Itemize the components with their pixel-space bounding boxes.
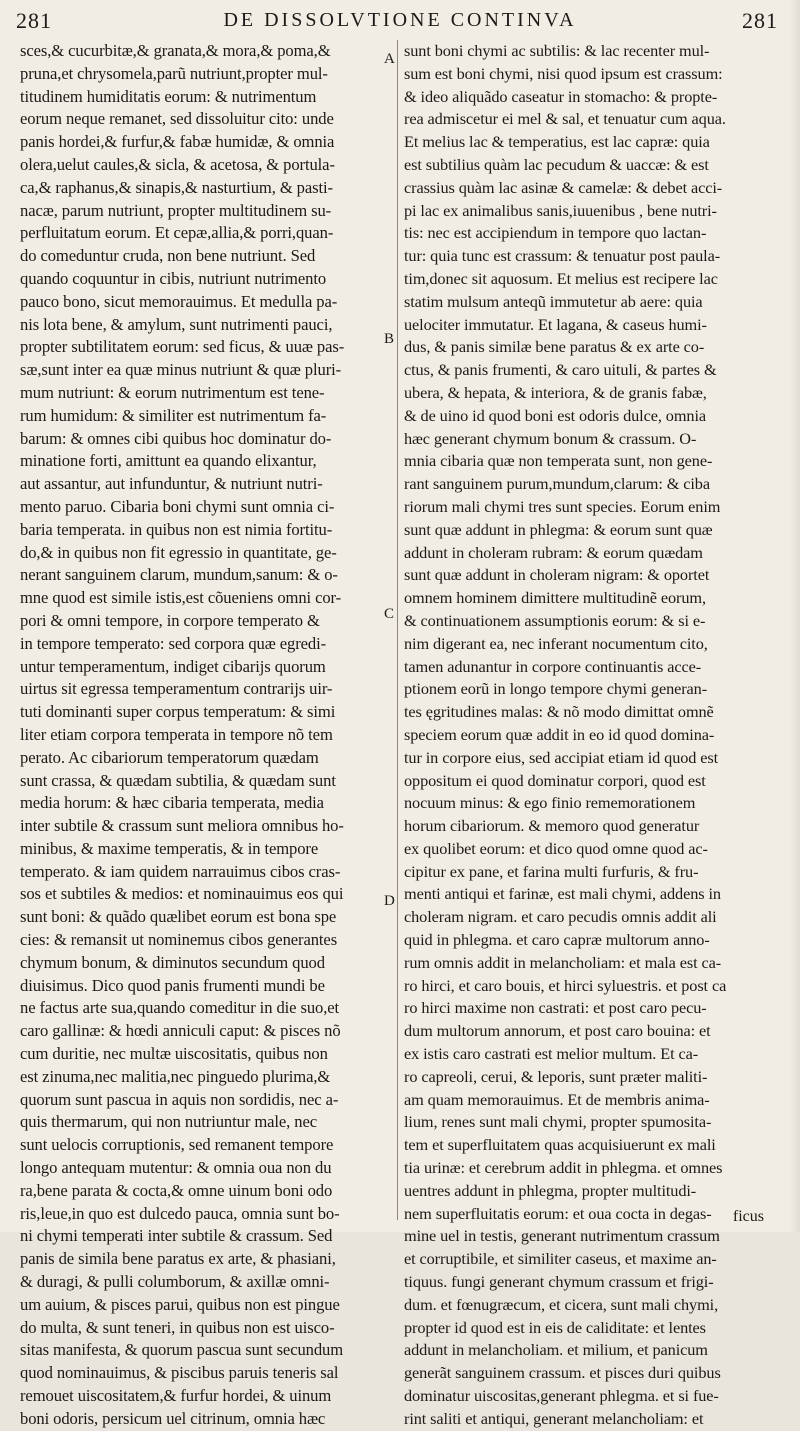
text-line: generãt sanguinem crassum. et pisces duri quibus (404, 1363, 721, 1383)
text-line: olera,uelut caules,& sicla, & acetosa, & portula- (20, 154, 335, 174)
text-line: ca,& raphanus,& sinapis,& nasturtium, & pasti- (20, 177, 333, 197)
text-line: nerant sanguinem clarum, mundum,sanum: & o- (20, 565, 338, 585)
text-line: statim mulsum anteqũ immutetur ab aere: quia (404, 291, 703, 311)
text-line: nim digerant ea, nec inferant nocumentum cito, (404, 633, 708, 653)
text-line: diuisimus. Dico quod panis frumenti mundi be (20, 975, 325, 995)
text-line: rum omnis addit in melancholiam: et mala est ca- (404, 952, 722, 972)
text-line: menti antiqui et farinæ, est mali chymi, addens in (404, 884, 721, 904)
margin-marker-d: D (384, 893, 395, 909)
text-line: tes ęgritudines malas: & nõ modo dimittat omnẽ (404, 702, 714, 722)
text-line: Et melius lac & temperatius, est lac capræ: quia (404, 132, 710, 152)
text-line: ro capreoli, cerui, & leporis, sunt præter maliti- (404, 1066, 708, 1086)
text-line: panis de simila bene paratus ex arte, & phasiani, (20, 1249, 336, 1269)
text-line: speciem eorum quæ addit in eo id quod domina- (404, 724, 715, 744)
text-line: addunt in choleram rubram: & eorum quædam (404, 542, 703, 562)
text-line: sunt crassa, & quædam subtilia, & quædam sunt (20, 770, 336, 790)
text-line: sunt boni chymi ac subtilis: & lac recenter mul- (404, 41, 710, 60)
text-line: ro hirci, et caro bouis, et hirci syluestris. et post ca (404, 975, 727, 995)
text-line: mum nutriunt: & eorum nutrimentum est tene- (20, 382, 325, 402)
text-line: ptionem eorũ in longo tempore chymi generan- (404, 679, 708, 699)
text-line: hæc generant chymum bonum & crassum. O- (404, 428, 697, 448)
catchword: ficus (732, 1208, 764, 1225)
running-title: DE DISSOLVTIONE CONTINVA (223, 9, 577, 31)
text-line: liter etiam corpora temperata in tempore nõ tem (20, 724, 333, 744)
text-line: cipitur ex pane, et farina multi furfuris, & fru- (404, 861, 699, 881)
text-line: mne quod est simile istis,est cõueniens omni cor- (20, 588, 342, 608)
text-line: perfluitatum eorum. Et cepæ,allia,& porri,quan- (20, 223, 334, 243)
text-line: riorum mali chymi tres sunt species. Eorum enim (404, 496, 721, 516)
text-line: tia urinæ: et cerebrum addit in phlegma. et omnes (404, 1158, 723, 1178)
text-line: & de uino id quod boni est odoris dulce, omnia (404, 405, 706, 425)
text-line: ni chymi temperati inter subtile & crassum. Sed (20, 1226, 333, 1246)
text-line: minatione forti, amittunt ea quando elixantur, (20, 451, 317, 471)
text-line: pruna,et chrysomela,parũ nutriunt,propter mul- (20, 63, 328, 83)
text-line: sum est boni chymi, nisi quod ipsum est crassum: (404, 63, 723, 83)
text-line: ctus, & panis frumenti, & caro uituli, & partes & (404, 360, 717, 380)
text-line: ex quolibet eorum: et dico quod omne quod ac- (404, 838, 708, 858)
text-line: do,& in quibus non fit egressio in quantitate, ge- (20, 542, 337, 562)
text-line: propter id quod est in eis de caliditate: et lentes (404, 1317, 706, 1337)
text-line: oppositum ei quod dominatur corpori, quod est (404, 770, 706, 790)
text-line: quando coquuntur in cibis, nutriunt nutrimento (20, 268, 327, 288)
text-line: uentres addunt in phlegma, propter multitudi- (404, 1180, 697, 1200)
text-line: sunt boni: & quãdo quælibet eorum est bona spe (20, 907, 337, 927)
margin-marker-b: B (384, 331, 395, 347)
text-line: boni odoris, persicum uel citrinum, omnia hæc (20, 1408, 326, 1428)
text-line: sunt quæ addunt in phlegma: & eorum sunt quæ (404, 519, 713, 539)
text-line: temperato. & iam quidem narrauimus cibos cras- (20, 861, 341, 881)
text-line: um auium, & pisces parui, quibus non est pingue (20, 1294, 340, 1314)
text-line: panis hordei,& furfur,& fabæ humidæ, & omnia (20, 132, 335, 152)
text-line: rea admiscetur ei mel & sal, et tenuatur cum aqua. (404, 109, 726, 129)
margin-marker-c: C (384, 606, 395, 622)
left-text-column (20, 40, 380, 1431)
text-line: quod nominauimus, & piscibus paruis teneris sal (20, 1363, 339, 1383)
text-line: minibus, & maxime temperatis, & in tempore (20, 838, 319, 858)
text-line: nem superfluitatis eorum: et oua cocta in degas- (404, 1203, 712, 1223)
text-line: nis lota bene, & amylum, sunt nutrimenti pauci, (20, 314, 333, 334)
text-line: remouet uiscositatem,& furfur hordei, & uinum (20, 1386, 332, 1406)
text-line: ex istis caro castrati est melior multum. Et ca- (404, 1044, 699, 1064)
text-line: uelociter immutatur. Et lagana, & caseus humi- (404, 314, 707, 334)
text-line: est subtilius quàm lac pecudum & uaccæ: & est (404, 154, 709, 174)
text-line: est zinuma,nec malitia,nec pinguedo plurima,& (20, 1066, 331, 1086)
text-line: mnia cibaria quæ non temperata sunt, non gene- (404, 451, 713, 471)
right-text-column (404, 40, 776, 1431)
column-divider (397, 40, 398, 1220)
text-line: dominatur uiscositas,generant phlegma. et si fue- (404, 1386, 719, 1406)
text-line: et corruptibile, et similiter caseus, et maxime an- (404, 1249, 717, 1269)
text-line: caro gallinæ: & hœdi anniculi caput: & pisces nõ (20, 1021, 341, 1041)
text-line: cies: & remansit ut nominemus cibos generantes (20, 930, 338, 950)
text-line: am quam memorauimus. Et de membris anima- (404, 1089, 710, 1109)
text-line: nacæ, parum nutriunt, propter multitudinem su- (20, 200, 332, 220)
text-line: sos et subtiles & medios: et nominauimus eos qui (20, 884, 344, 904)
text-line: aut assantur, aut infunduntur, & nutriunt nutri- (20, 474, 323, 494)
text-line: tim,donec sit aquosum. Et melius est recipere lac (404, 268, 718, 288)
text-line: pauco bono, sicut memorauimus. Et medulla pa- (20, 291, 338, 311)
text-line: ne factus arte sua,quando comeditur in die suo,et (20, 998, 340, 1018)
text-line: barum: & omnes cibi quibus hoc dominatur do- (20, 428, 332, 448)
text-line: crassius quàm lac asinæ & camelæ: & debet acci- (404, 177, 723, 197)
text-line: tur: quia tunc est crassum: & tenuatur post paula- (404, 246, 721, 266)
text-line: in tempore temperato: sed corpora quæ egredi- (20, 633, 327, 653)
text-line: quid in phlegma. et caro capræ multorum anno- (404, 930, 710, 950)
text-line: ro hirci maxime non castrati: et post caro pecu- (404, 998, 707, 1018)
text-line: perato. Ac cibariorum temperatorum quædam (20, 747, 319, 767)
text-line: ubera, & hepata, & interiora, & de granis fabæ, (404, 382, 707, 402)
text-line: ra,bene parata & cocta,& omne uinum boni odo (20, 1180, 333, 1200)
text-line: rint saliti et antiqui, generant melancholiam: et (404, 1408, 704, 1428)
text-line: do comeduntur cruda, non bene nutriunt. Sed (20, 246, 316, 266)
text-line: mento paruo. Cibaria boni chymi sunt omnia ci- (20, 496, 335, 516)
text-line: tur in corpore eius, sed accipiat etiam id quod est (404, 747, 719, 767)
text-line: propter subtilitatem eorum: sed ficus, & uuæ pas- (20, 337, 345, 357)
text-line: omnem hominem dimittere multitudinẽ eorum, (404, 588, 706, 608)
text-line: horum cibariorum. & memoro quod generatur (404, 816, 700, 836)
text-line: sunt quæ addunt in choleram nigram: & oportet (404, 565, 710, 585)
text-line: quorum sunt pascua in aquis non sordidis, nec a- (20, 1089, 339, 1109)
text-line: untur temperamentum, indiget cibarijs quorum (20, 656, 326, 676)
text-line: uirtus sit egressa temperamentum contrarijs uir- (20, 679, 333, 699)
text-line: tamen adunantur in corpore continuantis acce- (404, 656, 702, 676)
text-line: & continuationem assumptionis eorum: & si e- (404, 610, 706, 630)
page-number-left: 281 (16, 8, 52, 33)
text-line: pori & omni tempore, in corpore temperato & (20, 610, 320, 630)
margin-marker-a: A (384, 51, 395, 67)
text-line: tis: nec est accipiendum in tempore quo lactan- (404, 223, 707, 243)
page-number-right: 281 (742, 8, 778, 33)
text-line: choleram nigram. et caro pecudis omnis addit ali (404, 907, 717, 927)
text-line: sæ,sunt inter ea quæ minus nutriunt & quæ pluri- (20, 360, 342, 380)
text-line: nocuum minus: & ego finio rememorationem (404, 793, 696, 813)
text-line: dus, & panis similæ bene paratus & ex arte co- (404, 337, 705, 357)
text-line: chymum bonum, & diminutos secundum quod (20, 952, 325, 972)
text-line: baria temperata. in quibus non est nimia fortitu- (20, 519, 333, 539)
page-edge-shadow (790, 0, 800, 1232)
text-line: longo antequam mutentur: & omnia oua non du (20, 1158, 332, 1178)
text-line: rum humidum: & similiter est nutrimentum fa- (20, 405, 327, 425)
text-line: quis thermarum, qui non nutriuntur male, nec (20, 1112, 317, 1132)
text-line: dum. et fœnugræcum, et cicera, sunt mali chymi, (404, 1294, 719, 1314)
page-header (0, 0, 800, 40)
text-line: titudinem humiditatis eorum: & nutrimentum (20, 86, 317, 106)
text-line: ris,leue,in quo est dulcedo pauca, omnia sunt bo- (20, 1203, 340, 1223)
text-line: sunt uelocis corruptionis, sed remanent tempore (20, 1135, 334, 1155)
text-line: media horum: & hæc cibaria temperata, media (20, 793, 324, 813)
text-line: tiquus. fungi generant chymum crassum et frigi- (404, 1272, 714, 1292)
text-line: inter subtile & crassum sunt meliora omnibus ho- (20, 816, 344, 836)
text-line: do multa, & sunt teneri, in quibus non est uisco- (20, 1317, 335, 1337)
text-line: & ideo aliquãdo caseatur in stomacho: & propte- (404, 86, 718, 106)
text-line: cum duritie, nec multæ uiscositatis, quibus non (20, 1044, 328, 1064)
text-line: dum multorum annorum, et post caro bouina: et (404, 1021, 711, 1041)
text-line: addunt in melancholiam. et milium, et panicum (404, 1340, 708, 1360)
text-line: lium, renes sunt mali chymi, propter spumosita- (404, 1112, 712, 1132)
text-line: eorum neque remanet, sed dissoluitur cito: unde (20, 109, 334, 129)
text-line: & duragi, & pulli columborum, & axillæ omni- (20, 1272, 330, 1292)
text-line: tem et superfluitatem quas acquisiuerunt ex mali (404, 1135, 716, 1155)
text-line: sces,& cucurbitæ,& granata,& mora,& poma,& (20, 41, 331, 60)
text-line: sitas manifesta, & quorum pascua sunt secundum (20, 1340, 344, 1360)
text-line: pi lac ex animalibus sanis,iuuenibus , bene nutri- (404, 200, 717, 220)
text-line: rant sanguinem purum,mundum,clarum: & ciba (404, 474, 710, 494)
text-line: mine uel in testis, generant nutrimentum crassum (404, 1226, 720, 1246)
text-line: tuti dominanti super corpus temperatum: & simi (20, 702, 336, 722)
